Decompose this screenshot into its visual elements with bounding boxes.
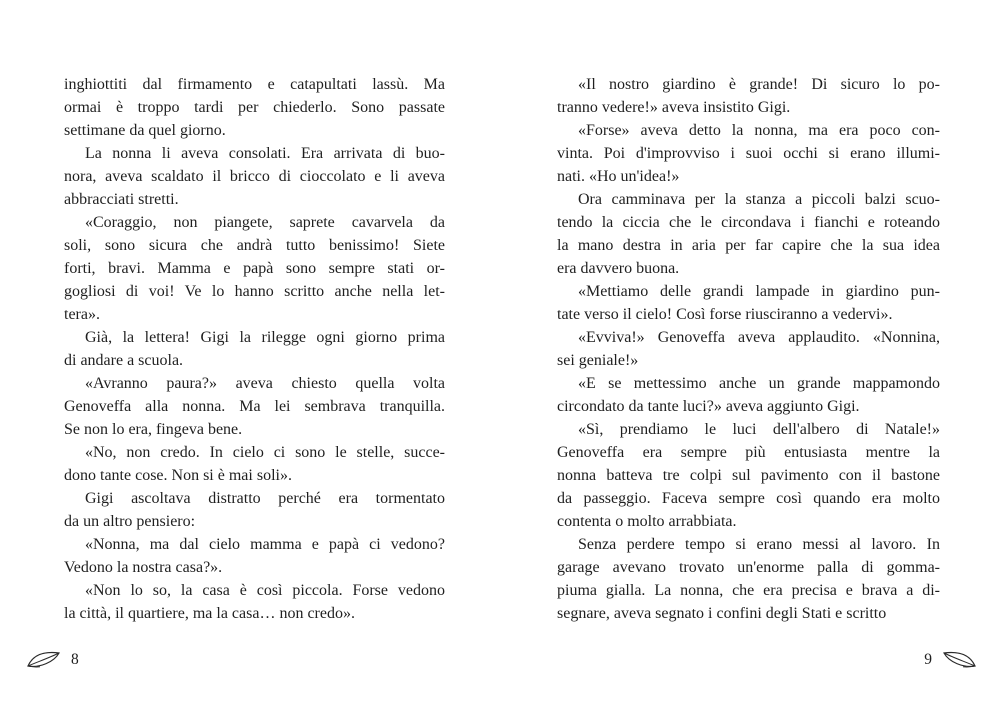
text-line: Gigi ascoltava distratto perché era tormentato [85,490,445,507]
text-line: vinta. Poi d'improvviso i suoi occhi si erano illumi- [557,145,940,162]
text-line: «Coraggio, non piangete, saprete cavarvela da [85,214,445,231]
text-line: nora, aveva scaldato il bricco di cioccolato e li aveva [64,168,445,185]
text-line: nati. «Ho un'idea!» [557,168,680,185]
text-line: tate verso il cielo! Così forse riusciranno a vedervi». [557,306,893,323]
text-line: Se non lo era, fingeva bene. [64,421,243,438]
text-line: «Mettiamo delle grandi lampade in giardino pun- [578,283,940,300]
text-line: la città, il quartiere, ma la casa… non credo». [64,605,355,622]
leaf-ornament-icon [27,650,61,670]
text-line: circondato da tante luci?» aveva aggiunto Gigi. [557,398,860,415]
text-line: «Il nostro giardino è grande! Di sicuro lo po- [578,76,940,93]
text-line: soli, sono sicura che andrà tutto benissimo! Siete [64,237,445,254]
text-line: tera». [64,306,100,323]
text-line: «Evviva!» Genoveffa aveva applaudito. «Nonnina, [578,329,940,346]
left-page-footer [27,650,79,670]
text-line: da un altro pensiero: [64,513,196,530]
text-line: Vedono la nostra casa?». [64,559,223,576]
text-line: Genoveffa era sempre più entusiasta mentre la [557,444,940,461]
left-page-text [64,73,445,625]
right-page-text [557,73,940,625]
text-line: «Avranno paura?» aveva chiesto quella volta [85,375,445,392]
text-line: sei geniale!» [557,352,639,369]
text-line: dono tante cose. Non si è mai soli». [64,467,292,484]
text-line: Già, la lettera! Gigi la rilegge ogni giorno prima [85,329,445,346]
text-line: Genoveffa alla nonna. Ma lei sembrava tranquilla. [64,398,445,415]
text-line: nonna batteva tre colpi sul pavimento con il bastone [557,467,940,484]
right-page-footer [924,650,976,670]
text-line: «Sì, prendiamo le luci dell'albero di Natale!» [578,421,940,438]
text-line: la mano destra in aria per far capire che la sua idea [557,237,940,254]
text-line: gogliosi di voi! Ve lo hanno scritto anche nella let- [64,283,445,300]
text-line: garage avevano trovato un'enorme palla di gomma- [557,559,940,576]
text-line: contenta o molto arrabbiata. [557,513,737,530]
text-line: «Non lo so, la casa è così piccola. Forse vedono [85,582,445,599]
text-line: segnare, aveva segnato i confini degli Stati e scritto [557,605,887,622]
text-line: Ora camminava per la stanza a piccoli balzi scuo- [578,191,940,208]
text-line: inghiottiti dal firmamento e catapultati lassù. Ma [64,76,445,93]
text-line: tendo la ciccia che le circondava i fianchi e roteando [557,214,940,231]
text-line: di andare a scuola. [64,352,184,369]
text-line: abbracciati stretti. [64,191,179,208]
leaf-ornament-icon [942,650,976,670]
text-line: tranno vedere!» aveva insistito Gigi. [557,99,791,116]
text-line: Senza perdere tempo si erano messi al lavoro. In [578,536,940,553]
text-line: «No, non credo. In cielo ci sono le stelle, succe- [85,444,445,461]
page-number-left: 8 [71,651,79,668]
text-line: «Nonna, ma dal cielo mamma e papà ci vedono? [85,536,445,553]
page-number-right: 9 [924,651,932,668]
text-line: La nonna li aveva consolati. Era arrivata di buo- [85,145,445,162]
text-line: piuma gialla. La nonna, che era precisa e brava a di- [557,582,940,599]
text-line: forti, bravi. Mamma e papà sono sempre stati or- [64,260,445,277]
text-line: settimane da quel giorno. [64,122,226,139]
text-line: era davvero buona. [557,260,680,277]
text-line: da passeggio. Faceva sempre così quando era molto [557,490,940,507]
text-line: «E se mettessimo anche un grande mappamondo [578,375,940,392]
text-line: ormai è troppo tardi per chiederlo. Sono passate [64,99,445,116]
text-line: «Forse» aveva detto la nonna, ma era poco con- [578,122,940,139]
